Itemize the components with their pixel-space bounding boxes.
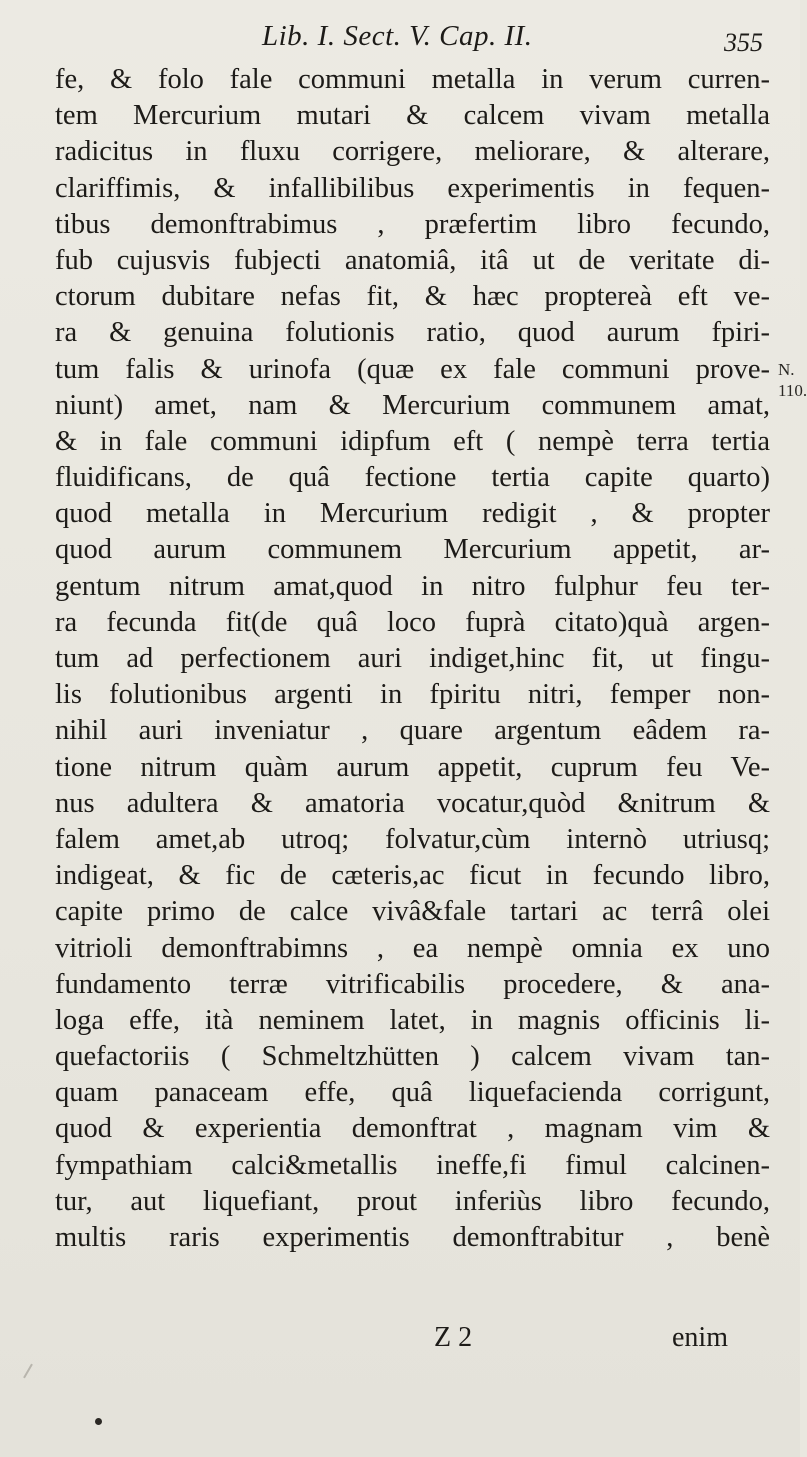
text-line: nus adultera & amatoria vocatur,quòd &nitrum & <box>55 787 770 819</box>
body-text <box>55 62 770 1256</box>
text-line: fundamento terræ vitrificabilis procedere, & ana- <box>55 968 770 1000</box>
text-line: ctorum dubitare nefas fit, & hæc proptereà eft ve- <box>55 281 770 313</box>
text-line: multis raris experimentis demonftrabitur , benè <box>55 1222 770 1253</box>
text-line: tur, aut liquefiant, prout inferiùs libro fecundo, <box>55 1185 770 1217</box>
text-line: gentum nitrum amat,quod in nitro fulphur feu ter- <box>55 570 770 602</box>
text-line: capite primo de calce vivâ&fale tartari ac terrâ olei <box>55 896 770 928</box>
text-line: tem Mercurium mutari & calcem vivam metalla <box>55 100 770 132</box>
text-line: quefactoriis ( Schmeltzhütten ) calcem vivam tan- <box>55 1041 770 1073</box>
text-line: tione nitrum quàm aurum appetit, cuprum feu Ve- <box>55 751 770 783</box>
text-line: tum ad perfectionem auri indiget,hinc fit, ut fingu- <box>55 643 770 674</box>
text-line: indigeat, & fic de cæteris,ac ficut in fecundo libro, <box>55 860 770 892</box>
text-line: niunt) amet, nam & Mercurium communem amat, <box>55 389 770 421</box>
signature-mark: Z 2 <box>434 1322 473 1353</box>
text-line: quod metalla in Mercurium redigit , & propter <box>55 498 770 530</box>
text-line: falem amet,ab utroq; folvatur,cùm internò utriusq; <box>55 823 770 855</box>
page-header <box>0 16 800 60</box>
faint-pencil-mark <box>23 1364 33 1379</box>
text-line: nihil auri inveniatur , quare argentum eâdem ra- <box>55 715 770 747</box>
text-line: fub cujusvis fubjecti anatomiâ, itâ ut de veritate di- <box>55 244 770 276</box>
text-line: ra fecunda fit(de quâ loco fuprà citato)quà argen- <box>55 606 770 638</box>
text-line: ra & genuina folutionis ratio, quod aurum fpiri- <box>55 317 770 349</box>
text-line: vitrioli demonftrabimns , ea nempè omnia ex uno <box>55 932 770 964</box>
text-line: tum falis & urinofa (quæ ex fale communi prove- <box>55 353 770 385</box>
text-line: clariffimis, & infallibilibus experimentis in fequen- <box>55 172 770 204</box>
margin-note-number: 110. <box>778 381 807 400</box>
text-line: tibus demonftrabimus , præfertim libro fecundo, <box>55 208 770 240</box>
text-line: fympathiam calci&metallis ineffe,fi fimul calcinen- <box>55 1149 770 1181</box>
text-line: quod & experientia demonftrat , magnam vim & <box>55 1113 770 1145</box>
margin-note-letter: N. <box>778 360 795 379</box>
text-line: fluidificans, de quâ fectione tertia capite quarto) <box>55 462 770 494</box>
text-line: quod aurum communem Mercurium appetit, ar- <box>55 534 770 566</box>
text-line: & in fale communi idipfum eft ( nempè terra tertia <box>55 425 770 457</box>
text-line: radicitus in fluxu corrigere, meliorare, & alterare, <box>55 136 770 168</box>
text-line: loga effe, ità neminem latet, in magnis officinis li- <box>55 1004 770 1036</box>
running-head: Lib. I. Sect. V. Cap. II. <box>262 20 533 52</box>
text-line: fe, & folo fale communi metalla in verum curren- <box>55 64 770 95</box>
text-line: quam panaceam effe, quâ liquefacienda corrigunt, <box>55 1077 770 1109</box>
text-line: lis folutionibus argenti in fpiritu nitri, femper non- <box>55 679 770 711</box>
page-number: 355 <box>724 28 763 57</box>
catchword: enim <box>672 1322 728 1353</box>
ink-speck <box>95 1418 102 1425</box>
